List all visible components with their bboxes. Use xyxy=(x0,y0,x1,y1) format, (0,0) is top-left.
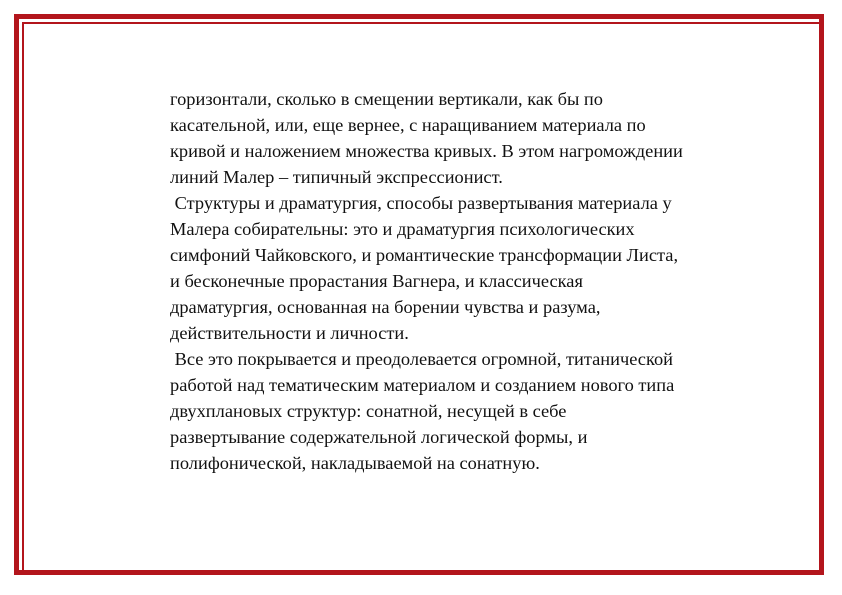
text-line: касательной, или, еще вернее, с наращиванием материала по xyxy=(170,115,646,135)
text-line: Малера собирательны: это и драматургия психологических xyxy=(170,219,635,239)
text-line: действительности и личности. xyxy=(170,323,409,343)
text-line: работой над тематическим материалом и созданием нового типа xyxy=(170,375,675,395)
text-line: линий Малер – типичный экспрессионист. xyxy=(170,167,503,187)
text-line: двухплановых структур: сонатной, несущей в себе xyxy=(170,401,567,421)
text-line: горизонтали, сколько в смещении вертикали, как бы по xyxy=(170,89,603,109)
text-line: симфоний Чайковского, и романтические трансформации Листа, xyxy=(170,245,679,265)
text-line: Структуры и драматургия, способы развертывания материала у xyxy=(170,193,672,213)
text-line: Все это покрывается и преодолевается огромной, титанической xyxy=(170,349,674,369)
text-line: драматургия, основанная на борении чувства и разума, xyxy=(170,297,601,317)
slide-text xyxy=(170,86,790,476)
text-line: развертывание содержательной логической формы, и xyxy=(170,427,588,447)
text-line: кривой и наложением множества кривых. В этом нагромождении xyxy=(170,141,683,161)
text-line: полифонической, накладываемой на сонатную. xyxy=(170,453,540,473)
text-line: и бесконечные прорастания Вагнера, и классическая xyxy=(170,271,583,291)
